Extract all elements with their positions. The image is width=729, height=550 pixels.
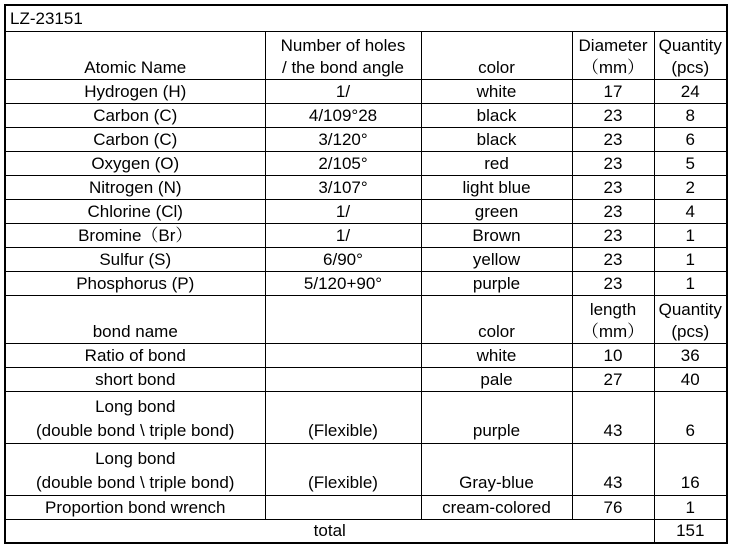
header-bond-empty [265, 295, 421, 343]
header-bond-quantity [654, 295, 727, 343]
atom-color: Brown [421, 223, 572, 247]
atom-quantity: 2 [654, 175, 727, 199]
atom-color: light blue [421, 175, 572, 199]
atom-quantity: 8 [654, 103, 727, 127]
bond-name-line: (double bond \ triple bond) [36, 472, 235, 492]
bond-color: Gray-blue [421, 443, 572, 495]
atom-rows [5, 79, 727, 295]
atom-name: Carbon (C) [5, 127, 265, 151]
header-length-line1: length [589, 299, 637, 319]
header-bond-color: color [421, 295, 572, 343]
header-length [572, 295, 654, 343]
bond-note: (Flexible) [265, 443, 421, 495]
bond-note [265, 367, 421, 391]
parts-table [4, 4, 728, 544]
bond-name-line: Ratio of bond [84, 345, 186, 365]
atom-holes-angle: 1/ [265, 223, 421, 247]
bond-rows [5, 343, 727, 519]
header-diameter [572, 31, 654, 79]
atom-diameter: 23 [572, 103, 654, 127]
atom-row [5, 151, 727, 175]
bond-color: white [421, 343, 572, 367]
bond-note: (Flexible) [265, 391, 421, 443]
bond-name [5, 391, 265, 443]
atom-quantity: 1 [654, 247, 727, 271]
atom-color: yellow [421, 247, 572, 271]
bond-note [265, 495, 421, 519]
product-code: LZ-23151 [5, 5, 727, 31]
atom-diameter: 23 [572, 127, 654, 151]
atom-name: Sulfur (S) [5, 247, 265, 271]
header-quantity-line1: Quantity [658, 35, 722, 55]
bond-row [5, 443, 727, 495]
atom-diameter: 17 [572, 79, 654, 103]
atom-diameter: 23 [572, 247, 654, 271]
atom-quantity: 5 [654, 151, 727, 175]
atom-diameter: 23 [572, 151, 654, 175]
bond-quantity: 40 [654, 367, 727, 391]
header-length-line2: （mm） [581, 321, 645, 341]
bond-quantity: 16 [654, 443, 727, 495]
atom-holes-angle: 4/109°28 [265, 103, 421, 127]
atom-holes-angle: 5/120+90° [265, 271, 421, 295]
atom-color: black [421, 127, 572, 151]
parts-list-sheet [4, 4, 728, 544]
atom-holes-angle: 6/90° [265, 247, 421, 271]
atom-row [5, 175, 727, 199]
bond-name-line: short bond [95, 369, 176, 389]
atom-color: white [421, 79, 572, 103]
header-diameter-line1: Diameter [578, 35, 648, 55]
header-bond-quantity-line1: Quantity [658, 299, 722, 319]
bond-length: 27 [572, 367, 654, 391]
bond-name [5, 343, 265, 367]
atom-quantity: 6 [654, 127, 727, 151]
atom-holes-angle: 1/ [265, 199, 421, 223]
atom-diameter: 23 [572, 223, 654, 247]
bond-color: purple [421, 391, 572, 443]
atom-name: Bromine（Br） [5, 223, 265, 247]
atom-row [5, 127, 727, 151]
bond-quantity: 36 [654, 343, 727, 367]
header-bond-name: bond name [5, 295, 265, 343]
header-color: color [421, 31, 572, 79]
bond-color: pale [421, 367, 572, 391]
atom-row [5, 223, 727, 247]
atom-holes-angle: 3/107° [265, 175, 421, 199]
atom-quantity: 4 [654, 199, 727, 223]
atom-color: green [421, 199, 572, 223]
atom-holes-angle: 2/105° [265, 151, 421, 175]
bond-length: 43 [572, 443, 654, 495]
atom-name: Nitrogen (N) [5, 175, 265, 199]
bond-name-line: Long bond [95, 448, 176, 468]
title-row [5, 5, 727, 31]
header-atomic-name: Atomic Name [5, 31, 265, 79]
bond-name-line: Proportion bond wrench [44, 497, 226, 517]
bond-row [5, 343, 727, 367]
header-holes-line1: Number of holes [280, 35, 406, 55]
atom-header-row [5, 31, 727, 79]
atom-color: red [421, 151, 572, 175]
total-label: total [5, 519, 654, 543]
bond-length: 43 [572, 391, 654, 443]
total-row [5, 519, 727, 543]
atom-name: Carbon (C) [5, 103, 265, 127]
header-quantity-line2: (pcs) [671, 57, 710, 77]
atom-quantity: 1 [654, 271, 727, 295]
atom-diameter: 23 [572, 175, 654, 199]
atom-color: black [421, 103, 572, 127]
atom-name: Chlorine (Cl) [5, 199, 265, 223]
bond-row [5, 495, 727, 519]
bond-color: cream-colored [421, 495, 572, 519]
bond-length: 10 [572, 343, 654, 367]
header-quantity [654, 31, 727, 79]
bond-name [5, 443, 265, 495]
atom-holes-angle: 1/ [265, 79, 421, 103]
atom-row [5, 199, 727, 223]
atom-row [5, 247, 727, 271]
bond-quantity: 6 [654, 391, 727, 443]
bond-name-line: (double bond \ triple bond) [36, 420, 235, 440]
atom-name: Phosphorus (P) [5, 271, 265, 295]
bond-row [5, 367, 727, 391]
bond-note [265, 343, 421, 367]
atom-diameter: 23 [572, 271, 654, 295]
atom-row [5, 103, 727, 127]
bond-name [5, 495, 265, 519]
bond-length: 76 [572, 495, 654, 519]
atom-row [5, 79, 727, 103]
bond-quantity: 1 [654, 495, 727, 519]
atom-name: Hydrogen (H) [5, 79, 265, 103]
header-bond-quantity-line2: (pcs) [671, 321, 710, 341]
atom-diameter: 23 [572, 199, 654, 223]
atom-quantity: 24 [654, 79, 727, 103]
atom-color: purple [421, 271, 572, 295]
bond-name [5, 367, 265, 391]
bond-header-row [5, 295, 727, 343]
bond-row [5, 391, 727, 443]
atom-holes-angle: 3/120° [265, 127, 421, 151]
atom-row [5, 271, 727, 295]
atom-quantity: 1 [654, 223, 727, 247]
atom-name: Oxygen (O) [5, 151, 265, 175]
total-quantity: 151 [654, 519, 727, 543]
bond-name-line: Long bond [95, 396, 176, 416]
header-holes-angle [265, 31, 421, 79]
header-holes-line2: / the bond angle [282, 57, 404, 77]
header-diameter-line2: （mm） [581, 57, 645, 77]
